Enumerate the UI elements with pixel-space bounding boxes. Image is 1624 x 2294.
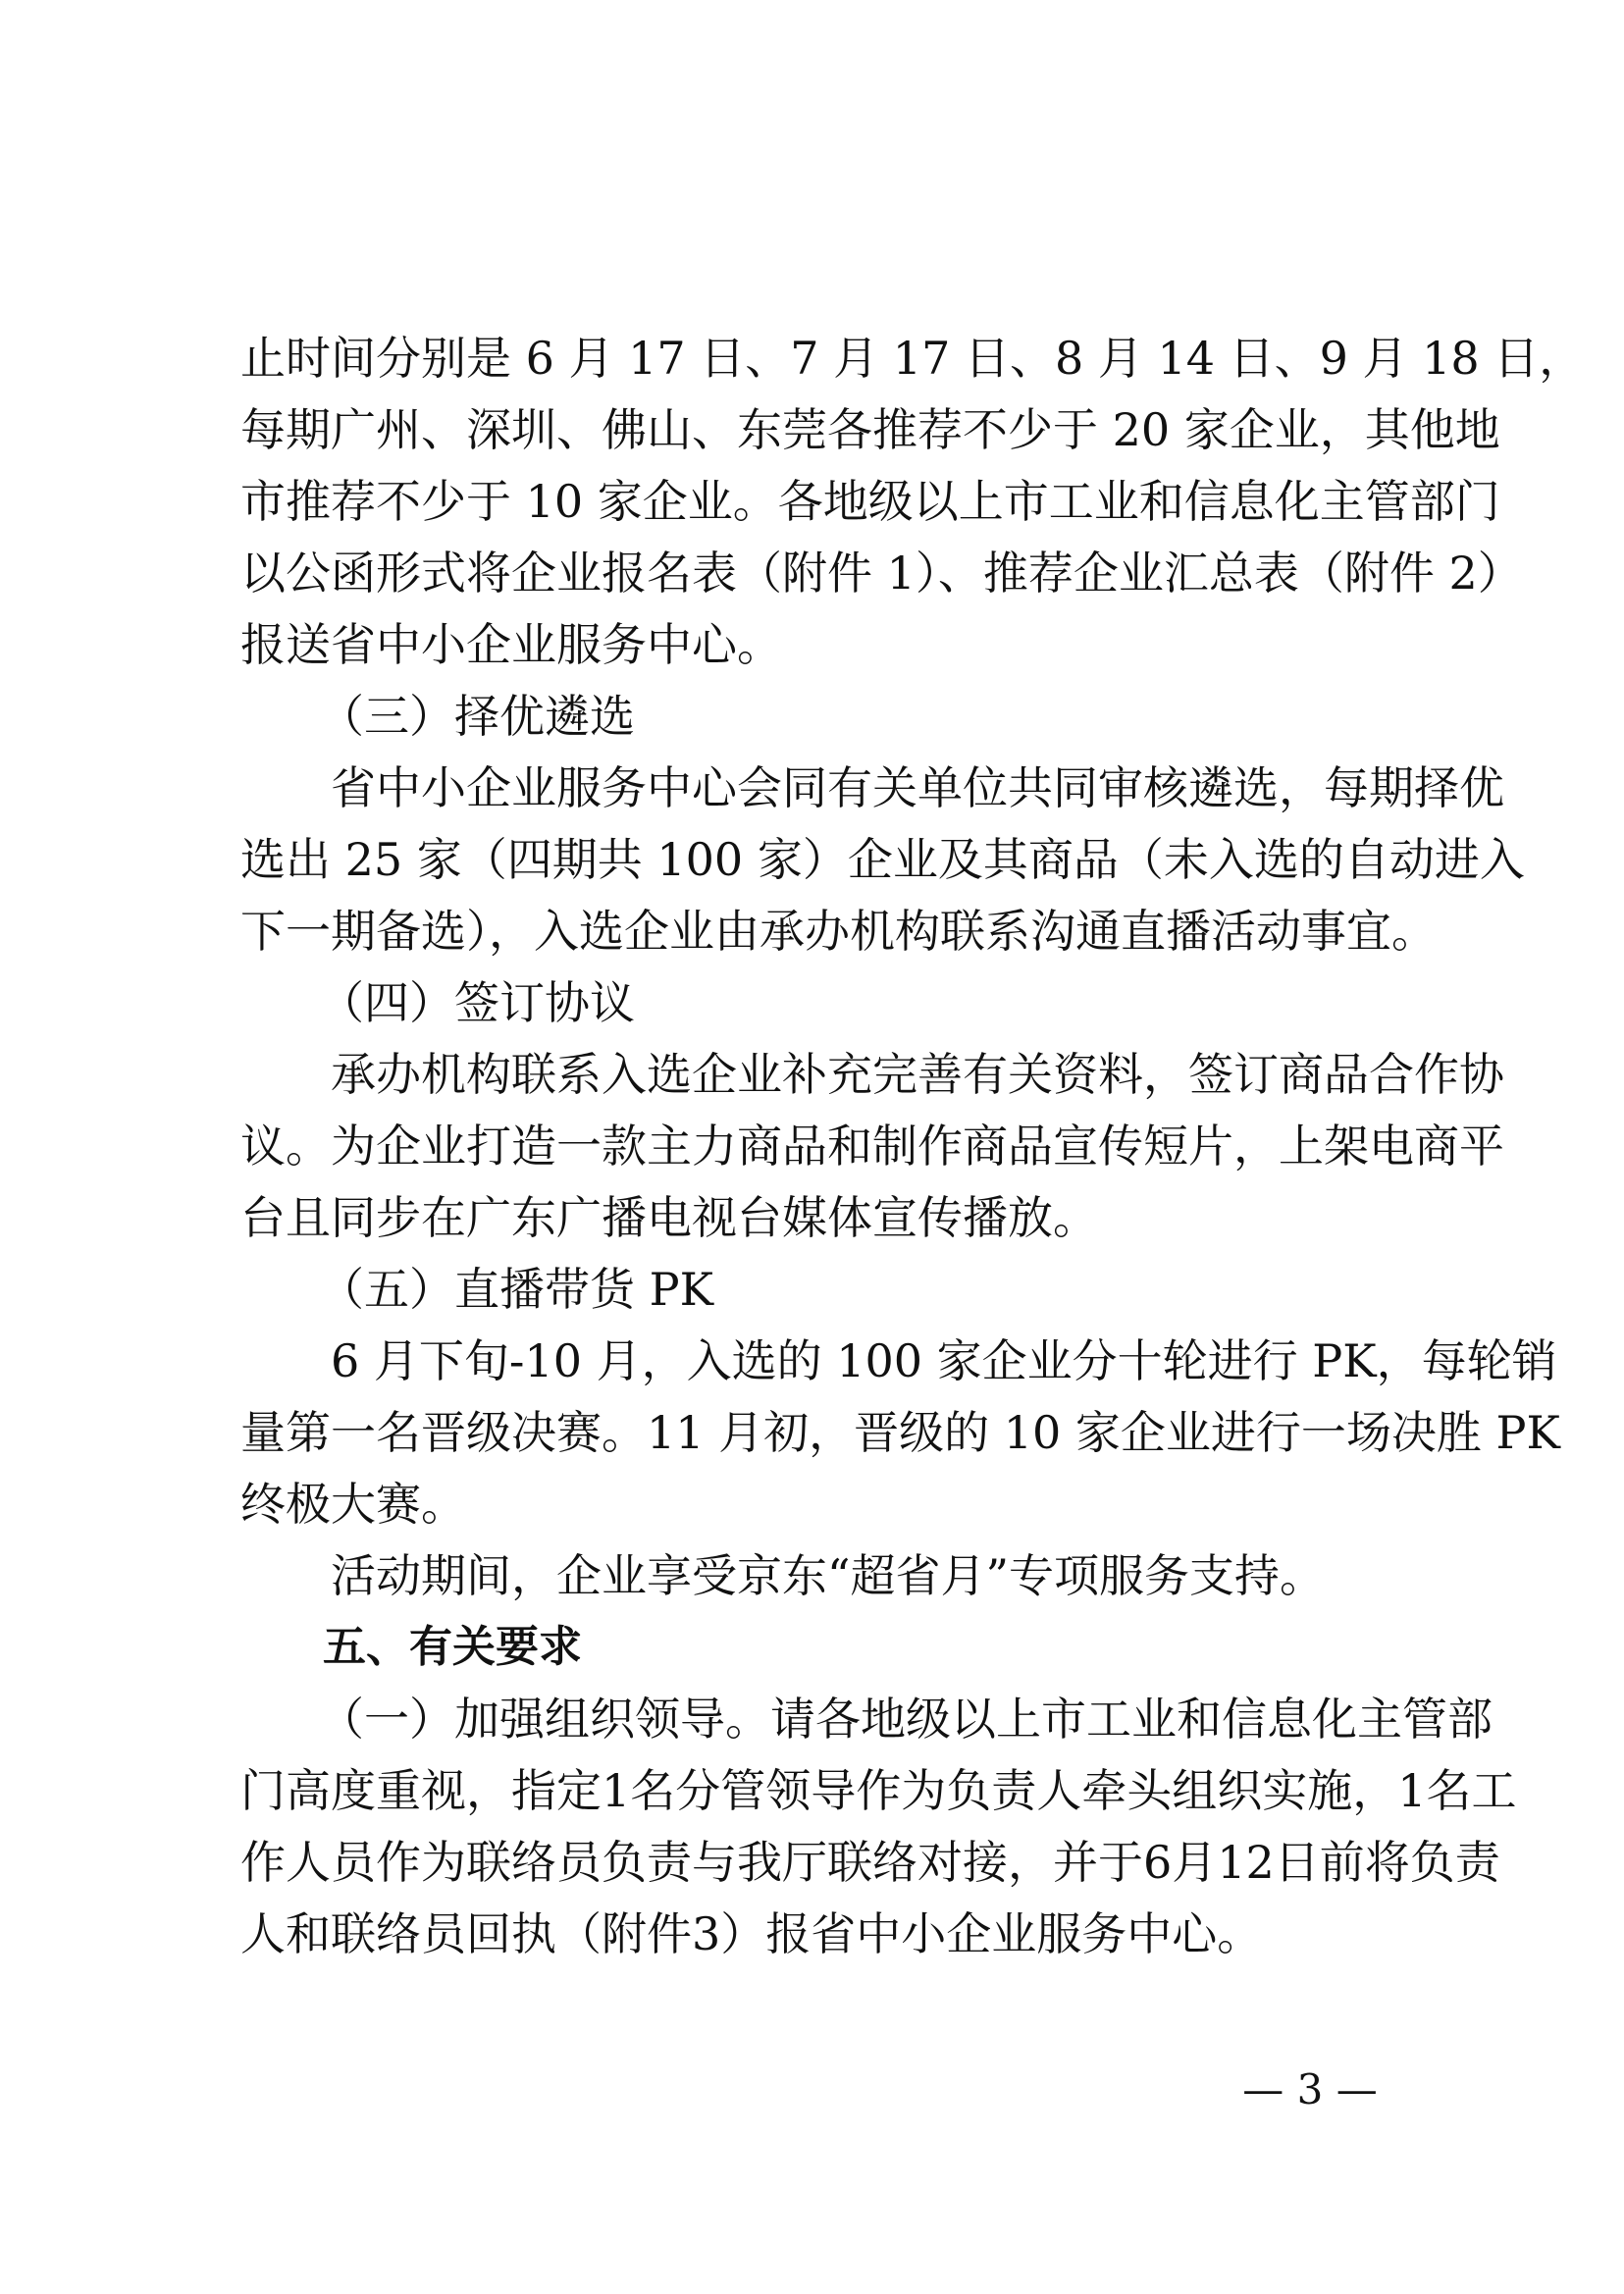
paragraph-line: 作人员作为联络员负责与我厅联络对接，并于6月12日前将负责 xyxy=(240,1836,1500,1889)
paragraph-line: 下一期备选），入选企业由承办机构联系沟通直播活动事宜。 xyxy=(240,905,1437,958)
section-heading-5: （五）直播带货 PK xyxy=(319,1263,713,1316)
paragraph-line: 6 月下旬-10 月，入选的 100 家企业分十轮进行 PK，每轮销 xyxy=(331,1334,1557,1387)
paragraph-line: 终极大赛。 xyxy=(240,1478,466,1531)
paragraph-line: 门高度重视，指定1名分管领导作为负责人牵头组织实施，1名工 xyxy=(240,1764,1517,1817)
paragraph-line: 活动期间，企业享受京东“超省月”专项服务支持。 xyxy=(331,1549,1326,1602)
paragraph-line: （一）加强组织领导。请各地级以上市工业和信息化主管部 xyxy=(319,1693,1493,1746)
paragraph-line: 以公函形式将企业报名表（附件 1）、推荐企业汇总表（附件 2） xyxy=(240,547,1523,600)
paragraph-line: 选出 25 家（四期共 100 家）企业及其商品（未入选的自动进入 xyxy=(240,833,1525,886)
paragraph-line: 止时间分别是 6 月 17 日、7 月 17 日、8 月 14 日、9 月 18 日， xyxy=(240,332,1585,385)
section-heading-requirements: 五、有关要求 xyxy=(323,1622,582,1672)
paragraph-line: 省中小企业服务中心会同有关单位共同审核遴选，每期择优 xyxy=(331,761,1504,814)
paragraph-line: 承办机构联系入选企业补充完善有关资料，签订商品合作协 xyxy=(331,1048,1504,1101)
section-heading-4: （四）签订协议 xyxy=(319,976,635,1029)
section-heading-3: （三）择优遴选 xyxy=(319,690,635,743)
page-number: — 3 — xyxy=(1242,2065,1378,2113)
paragraph-line: 报送省中小企业服务中心。 xyxy=(240,618,782,671)
paragraph-line: 量第一名晋级决赛。11 月初，晋级的 10 家企业进行一场决胜 PK xyxy=(240,1406,1560,1459)
paragraph-line: 每期广州、深圳、佛山、东莞各推荐不少于 20 家企业，其他地 xyxy=(240,403,1500,456)
paragraph-line: 议。为企业打造一款主力商品和制作商品宣传短片，上架电商平 xyxy=(240,1120,1504,1173)
paragraph-line: 人和联络员回执（附件3）报省中小企业服务中心。 xyxy=(240,1907,1263,1960)
paragraph-line: 台且同步在广东广播电视台媒体宣传播放。 xyxy=(240,1191,1098,1244)
paragraph-line: 市推荐不少于 10 家企业。各地级以上市工业和信息化主管部门 xyxy=(240,475,1500,528)
